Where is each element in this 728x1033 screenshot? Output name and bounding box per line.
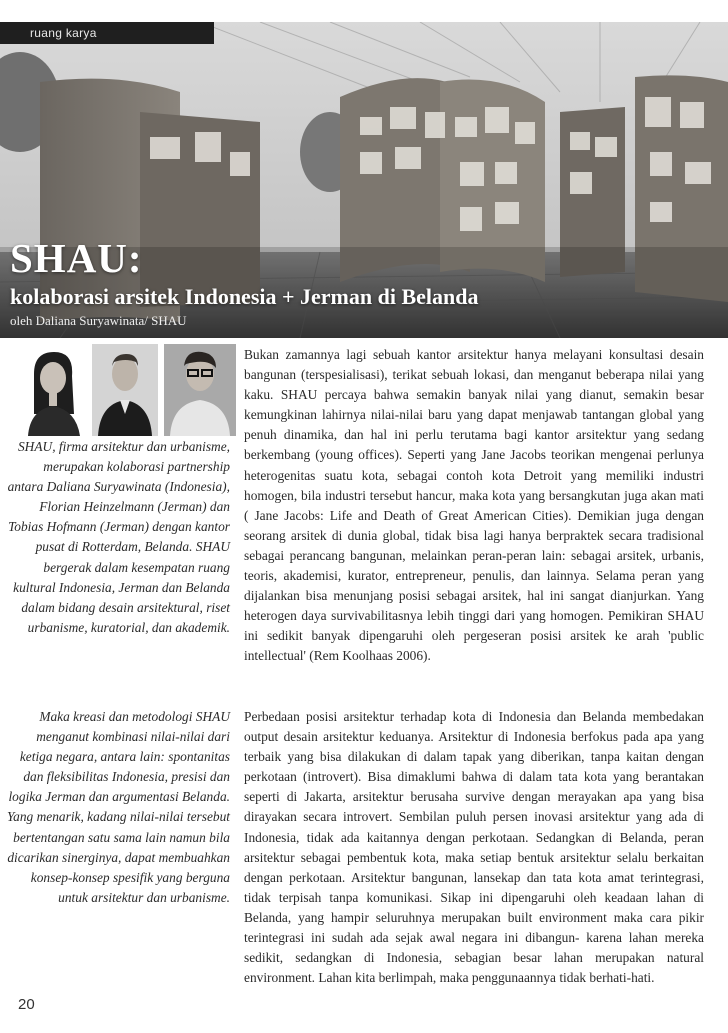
sidebar-pullquote-2: [6, 707, 230, 908]
article-subtitle: kolaborasi arsitek Indonesia + Jerman di Belanda: [10, 284, 479, 309]
portrait-man-2: [164, 344, 236, 436]
portraits-row: [20, 344, 236, 436]
article-byline: oleh Daliana Suryawinata/ SHAU: [10, 313, 187, 328]
sidebar-pullquote-1: [6, 437, 230, 638]
pullquote-2-text: Maka kreasi dan metodologi SHAU menganut kombinasi nilai-nilai dari ketiga negara, antara lain: spontanitas dan fleksibilitas Indonesia, presisi dan logika Jerman dan argumentasi Belanda. Yang menarik, kadang nilai-nilai tersebut bertentangan satu sama lain namun bila dicarikan sinerginya, dapat membuahkan konsep-konsep spesifik yang berguna untuk arsitektur dan urbanisme.: [6, 709, 230, 905]
article-title: SHAU:: [10, 235, 143, 281]
article-paragraph-2: Perbedaan posisi arsitektur terhadap kota di Indonesia dan Belanda membedakan output desain arsitektur keduanya. Arsitektur di Indonesia berfokus pada apa yang terbaik yang bisa dilakukan di dalam tapak yang diberikan, tanpa kaitan dengan perkotaan (introvert). Bisa dimaklumi bahwa di dalam tata kota yang berantakan seperti di Jakarta, arsitektur berusaha survive dengan merayakan apa yang bisa dirayakan secara introvert. Sembilan puluh persen inovasi arsitektur yang ada di Indonesia, tidak ada kaitannya dengan perkotaan. Sedangkan di Belanda, peran arsitektur sebagai pembentuk kota, maka setiap bentuk arsitektur selalu berkaitan dengan perkotaan. Arsitektur bangunan, lansekap dan tata kota amat terintegrasi, tidak terpisah tanpa komunikasi. Sikap ini dipengaruhi oleh keadaan lahan di Belanda, yang hampir seluruhnya merupakan built environment maka cara pikir terintegrasi ini sudah ada sejak awal negara ini dibangun- karena lahan mereka sedikit, sedangkan di Indonesia, sebagian besar lahan merupakan natural environment. Lahan kita berlimpah, maka penggunaannya tidak berhati-hati.: [244, 709, 704, 986]
article-paragraph-1: Bukan zamannya lagi sebuah kantor arsitektur hanya melayani konsultasi desain bangunan (terspesialisasi), terikat sebuah lokasi, dan menganut beberapa nilai yang kaku. SHAU percaya bahwa semakin banyak nilai yang dianut, semakin besar kemungkinan lahirnya nilai-nilai baru yang dapat menjawab tantangan global yang penuh dinamika, dan hal ini perlu terutama bagi kantor arsitektur yang sedang berkembang (young offices). Seperti yang Jane Jacobs teorikan mengenai perlunya heterogenitas suatu kota, sebagai contoh kota Detroit yang memiliki industri homogen, bila industri tersebut hancur, maka kota yang bersangkutan juga akan mati ( Jane Jacobs: Life and Death of Great American Cities). Demikian juga dengan seorang arsitek di dunia global, tidak bisa lagi hanya berpraktek secara tradisional sebagai perancang bangunan, melainkan peran-peran lain: sebagai arsitek, urbanis, teoris, akademisi, kurator, entrepreneur, penulis, dan lainnya. Selama peran yang dijalankan bisa menunjang posisi sebagai arsitek, hal ini sangat dianjurkan. Yang heterogen daya survivabilitasnya lebih tinggi dari yang homogen. Pemikiran SHAU ini sedikit banyak dipengaruhi oleh pergeseran posisi arsitek ke arah 'public intellectual' (Rem Koolhaas 2006).: [244, 347, 704, 664]
section-label: ruang karya: [0, 22, 214, 44]
article-column-part-1: [244, 345, 704, 667]
portrait-man-1: [92, 344, 158, 436]
article-column-part-2: [244, 707, 704, 988]
pullquote-1-text: SHAU, firma arsitektur dan urbanisme, merupakan kolaborasi partnership antara Daliana Suryawinata (Indonesia), Florian Heinzelmann (Jerman) dan Tobias Hofmann (Jerman) dengan kantor pusat di Rotterdam, Belanda. SHAU bergerak dalam kesempatan ruang kultural Indonesia, Jerman dan Belanda dalam bidang desain arsitektural, riset urbanisme, kuratorial, dan akademik.: [7, 439, 230, 635]
page-number: 20: [18, 996, 35, 1013]
portrait-woman: [20, 344, 86, 436]
